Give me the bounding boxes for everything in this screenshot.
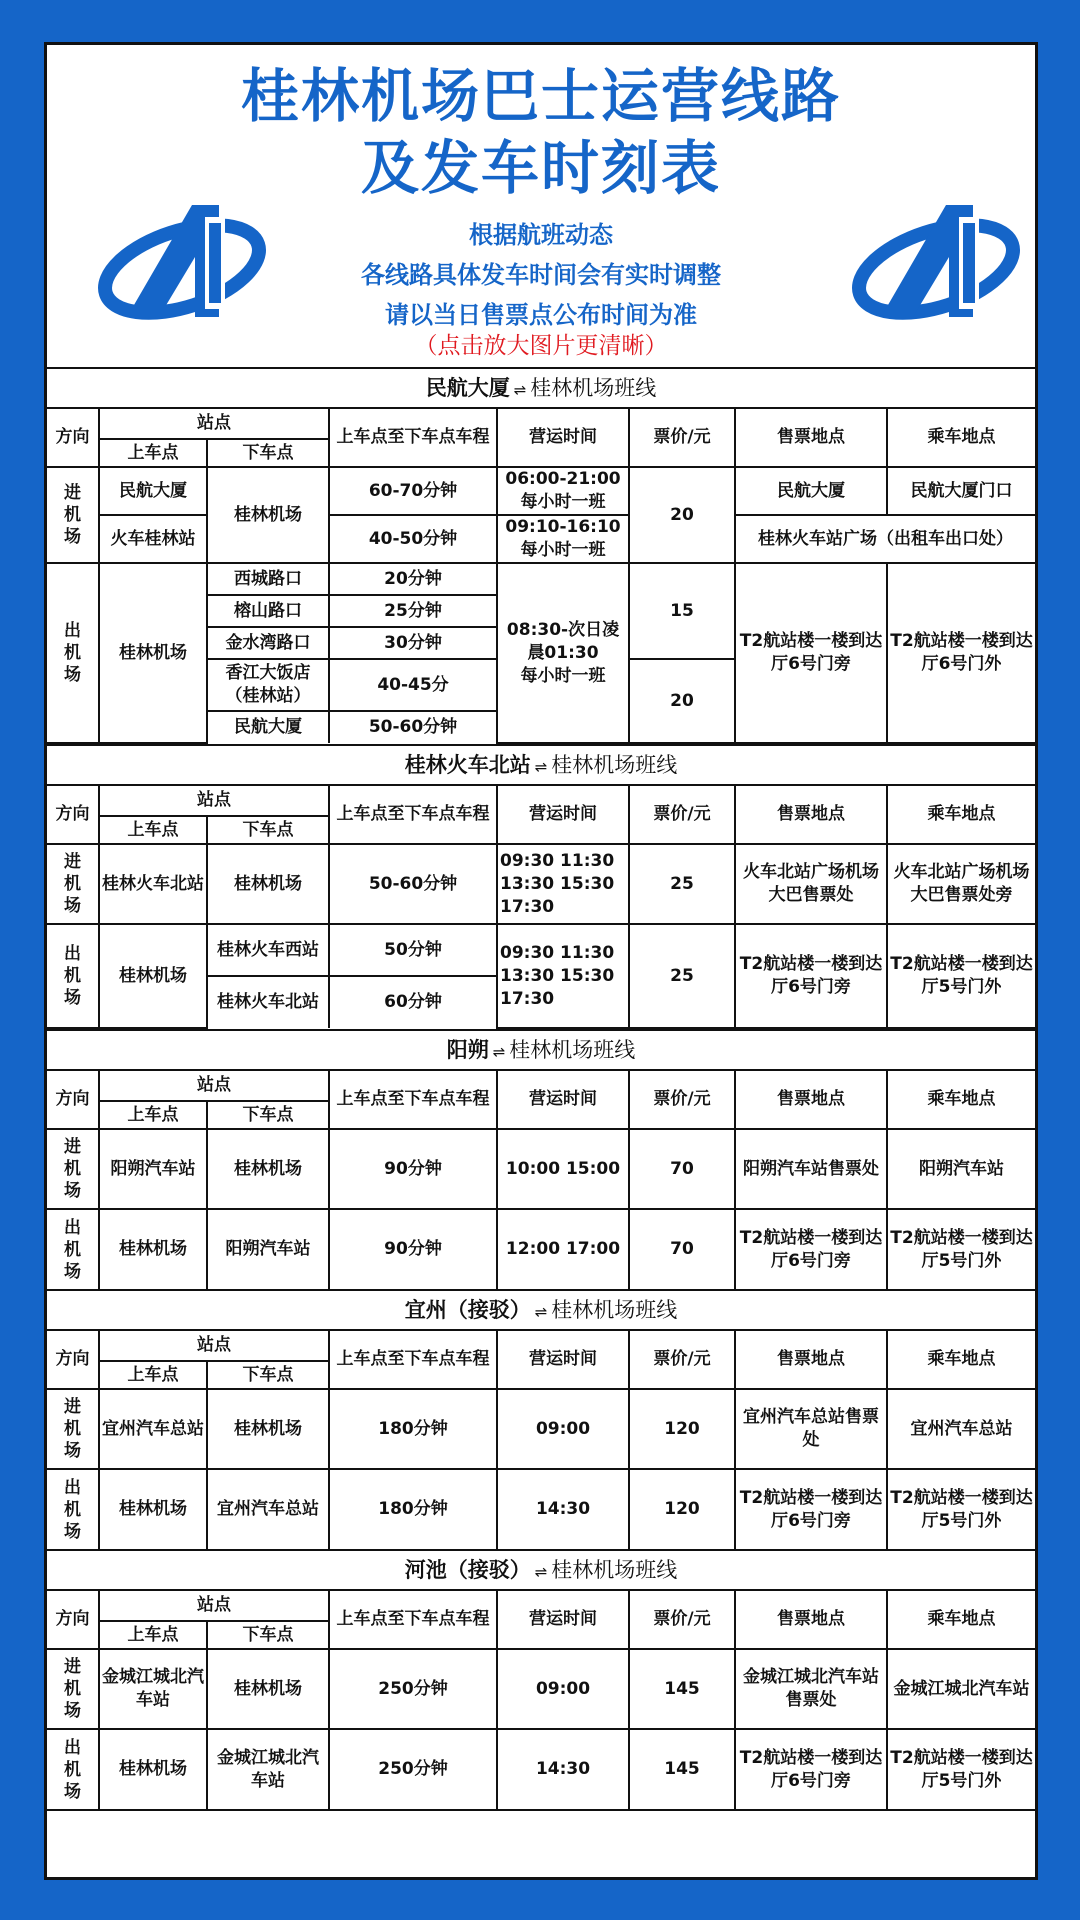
- col-ticket: 售票地点: [735, 1071, 887, 1129]
- zoom-note: （点击放大图片更清晰）: [414, 333, 668, 359]
- col-fare: 票价/元: [629, 1331, 735, 1389]
- table-cell: 阳朔汽车站售票处: [735, 1129, 887, 1209]
- table-cell: 金城江城北汽车站售票处: [735, 1649, 887, 1729]
- table-cell: 桂林火车站广场（出租车出口处）: [735, 515, 1035, 563]
- col-pickup: 乘车地点: [887, 1071, 1035, 1129]
- col-board: 上车点: [99, 1621, 207, 1649]
- table-cell: 08:30-次日凌晨01:30 每小时一班: [497, 563, 629, 743]
- table-cell: 桂林机场: [207, 467, 329, 563]
- two-way-arrow-icon: ⇌: [534, 758, 548, 776]
- table-cell: 榕山路口: [207, 595, 329, 627]
- table-cell: 180分钟: [329, 1389, 497, 1469]
- col-hours: 营运时间: [497, 1591, 629, 1649]
- route-title: [47, 1031, 1035, 1071]
- fare: 145: [629, 1649, 735, 1729]
- table-cell: 90分钟: [329, 1209, 497, 1289]
- table-cell: 宜州汽车总站: [887, 1389, 1035, 1469]
- col-board: 上车点: [99, 1101, 207, 1129]
- table-cell: 阳朔汽车站: [99, 1129, 207, 1209]
- table-cell: 金城江城北汽车站: [99, 1649, 207, 1729]
- table-cell: 桂林机场: [99, 924, 207, 1028]
- col-fare: 票价/元: [629, 409, 735, 467]
- two-way-arrow-icon: ⇌: [513, 381, 527, 399]
- direction-out: 出 机 场: [47, 1729, 99, 1809]
- table-cell: 12:00 17:00: [497, 1209, 629, 1289]
- direction-out: 出 机 场: [47, 1469, 99, 1549]
- table-cell: 金城江城北汽车站: [887, 1649, 1035, 1729]
- fare: 120: [629, 1389, 735, 1469]
- two-way-arrow-icon: ⇌: [534, 1563, 548, 1581]
- table-cell: 桂林机场: [207, 844, 329, 924]
- table-cell: T2航站楼一楼到达厅5号门外: [887, 1469, 1035, 1549]
- col-pickup: 乘车地点: [887, 1591, 1035, 1649]
- table-cell: 香江大饭店 （桂林站）: [207, 659, 329, 711]
- table-cell: 50-60分钟: [329, 711, 497, 743]
- table-cell: 桂林机场: [99, 1209, 207, 1289]
- table-cell: T2航站楼一楼到达厅6号门旁: [735, 1729, 887, 1809]
- direction-in: 进 机 场: [47, 1129, 99, 1209]
- col-duration: 上车点至下车点车程: [329, 1591, 497, 1649]
- table-cell: 250分钟: [329, 1649, 497, 1729]
- col-board: 上车点: [99, 816, 207, 844]
- direction-out: 出 机 场: [47, 1209, 99, 1289]
- route-suffix: 桂林机场班线: [509, 1038, 636, 1062]
- route-section: [47, 746, 1035, 1031]
- table-cell: 14:30: [497, 1729, 629, 1809]
- table-cell: 50分钟: [329, 924, 497, 976]
- col-fare: 票价/元: [629, 1071, 735, 1129]
- route-section: [47, 1551, 1035, 1811]
- table-cell: 民航大厦: [99, 467, 207, 515]
- table-cell: 桂林机场: [99, 1729, 207, 1809]
- page-title-line2: 及发车时刻表: [360, 134, 721, 202]
- table-cell: 火车北站广场机场大巴售票处: [735, 844, 887, 924]
- fare: 145: [629, 1729, 735, 1809]
- timetable-poster: [44, 42, 1038, 1880]
- col-fare: 票价/元: [629, 786, 735, 844]
- table-cell: 10:00 15:00: [497, 1129, 629, 1209]
- route-name: 桂林火车北站: [404, 753, 531, 777]
- col-ticket: 售票地点: [735, 1331, 887, 1389]
- direction-out: 出 机 场: [47, 924, 99, 1028]
- table-cell: 宜州汽车总站: [99, 1389, 207, 1469]
- subtitle-line3: 请以当日售票点公布时间为准: [385, 301, 697, 329]
- col-hours: 营运时间: [497, 1331, 629, 1389]
- route-suffix: 桂林机场班线: [551, 1298, 678, 1322]
- col-board: 上车点: [99, 1361, 207, 1389]
- route-title: [47, 1291, 1035, 1331]
- table-cell: 桂林火车北站: [207, 976, 329, 1028]
- fare: 20: [629, 467, 735, 563]
- table-cell: 09:30 11:30 13:30 15:30 17:30: [497, 844, 629, 924]
- table-cell: 09:00: [497, 1389, 629, 1469]
- table-cell: 60分钟: [329, 976, 497, 1028]
- col-station: 站点: [99, 1591, 329, 1621]
- col-alight: 下车点: [207, 1361, 329, 1389]
- table-cell: 桂林机场: [99, 1469, 207, 1549]
- col-direction: 方向: [47, 409, 99, 467]
- table-cell: 桂林火车北站: [99, 844, 207, 924]
- table-cell: T2航站楼一楼到达厅5号门外: [887, 924, 1035, 1028]
- col-station: 站点: [99, 1331, 329, 1361]
- table-cell: 50-60分钟: [329, 844, 497, 924]
- route-name: 阳朔: [446, 1038, 489, 1062]
- col-duration: 上车点至下车点车程: [329, 1331, 497, 1389]
- two-way-arrow-icon: ⇌: [492, 1043, 506, 1061]
- table-cell: T2航站楼一楼到达厅5号门外: [887, 1209, 1035, 1289]
- table-cell: 金城江城北汽车站: [207, 1729, 329, 1809]
- col-hours: 营运时间: [497, 786, 629, 844]
- table-cell: T2航站楼一楼到达厅6号门旁: [735, 563, 887, 743]
- table-cell: 20分钟: [329, 563, 497, 595]
- table-cell: 40-50分钟: [329, 515, 497, 563]
- table-cell: 桂林机场: [99, 563, 207, 743]
- table-cell: 250分钟: [329, 1729, 497, 1809]
- route-title: [47, 369, 1035, 409]
- table-cell: 09:10-16:10 每小时一班: [497, 515, 629, 563]
- col-ticket: 售票地点: [735, 409, 887, 467]
- col-hours: 营运时间: [497, 409, 629, 467]
- table-cell: 宜州汽车总站售票处: [735, 1389, 887, 1469]
- table-cell: 60-70分钟: [329, 467, 497, 515]
- poster-header: [47, 45, 1035, 369]
- route-title: [47, 746, 1035, 786]
- route-suffix: 桂林机场班线: [551, 753, 678, 777]
- route-name: 河池（接驳）: [404, 1558, 531, 1582]
- col-station: 站点: [99, 1071, 329, 1101]
- col-duration: 上车点至下车点车程: [329, 786, 497, 844]
- route-name: 宜州（接驳）: [404, 1298, 531, 1322]
- col-pickup: 乘车地点: [887, 786, 1035, 844]
- col-direction: 方向: [47, 1331, 99, 1389]
- table-cell: 09:00: [497, 1649, 629, 1729]
- fare: 25: [629, 844, 735, 924]
- col-ticket: 售票地点: [735, 1591, 887, 1649]
- table-cell: 桂林机场: [207, 1649, 329, 1729]
- table-cell: 火车北站广场机场大巴售票处旁: [887, 844, 1035, 924]
- fare: 20: [629, 659, 735, 743]
- table-cell: 民航大厦: [207, 711, 329, 743]
- direction-in: 进 机 场: [47, 844, 99, 924]
- subtitle-line2: 各线路具体发车时间会有实时调整: [361, 261, 721, 289]
- table-cell: 25分钟: [329, 595, 497, 627]
- route-suffix: 桂林机场班线: [530, 376, 657, 400]
- two-way-arrow-icon: ⇌: [534, 1303, 548, 1321]
- fare: 70: [629, 1209, 735, 1289]
- col-station: 站点: [99, 409, 329, 439]
- col-hours: 营运时间: [497, 1071, 629, 1129]
- col-ticket: 售票地点: [735, 786, 887, 844]
- fare: 70: [629, 1129, 735, 1209]
- table-cell: 火车桂林站: [99, 515, 207, 563]
- col-direction: 方向: [47, 1591, 99, 1649]
- table-cell: 民航大厦: [735, 467, 887, 515]
- table-cell: 06:00-21:00 每小时一班: [497, 467, 629, 515]
- table-cell: 桂林火车西站: [207, 924, 329, 976]
- fare: 25: [629, 924, 735, 1028]
- table-cell: 桂林机场: [207, 1129, 329, 1209]
- route-name: 民航大厦: [425, 376, 510, 400]
- table-cell: 90分钟: [329, 1129, 497, 1209]
- direction-in: 进 机 场: [47, 1649, 99, 1729]
- col-alight: 下车点: [207, 1101, 329, 1129]
- table-cell: 180分钟: [329, 1469, 497, 1549]
- route-section: [47, 1031, 1035, 1291]
- table-cell: 40-45分: [329, 659, 497, 711]
- table-cell: T2航站楼一楼到达厅5号门外: [887, 1729, 1035, 1809]
- fare: 15: [629, 563, 735, 659]
- direction-out: 出 机 场: [47, 563, 99, 743]
- col-alight: 下车点: [207, 816, 329, 844]
- table-cell: 阳朔汽车站: [207, 1209, 329, 1289]
- table-cell: T2航站楼一楼到达厅6号门旁: [735, 1469, 887, 1549]
- table-cell: T2航站楼一楼到达厅6号门外: [887, 563, 1035, 743]
- col-alight: 下车点: [207, 1621, 329, 1649]
- col-station: 站点: [99, 786, 329, 816]
- table-cell: 桂林机场: [207, 1389, 329, 1469]
- route-title: [47, 1551, 1035, 1591]
- fare: 120: [629, 1469, 735, 1549]
- table-cell: T2航站楼一楼到达厅6号门旁: [735, 924, 887, 1028]
- col-alight: 下车点: [207, 439, 329, 467]
- direction-in: 进 机 场: [47, 1389, 99, 1469]
- direction-in: 进 机 场: [47, 467, 99, 563]
- table-cell: 民航大厦门口: [887, 467, 1035, 515]
- route-section: [47, 369, 1035, 746]
- table-cell: T2航站楼一楼到达厅6号门旁: [735, 1209, 887, 1289]
- page-title: 桂林机场巴士运营线路: [240, 62, 841, 130]
- col-duration: 上车点至下车点车程: [329, 1071, 497, 1129]
- table-cell: 09:30 11:30 13:30 15:30 17:30: [497, 924, 629, 1028]
- col-pickup: 乘车地点: [887, 1331, 1035, 1389]
- col-duration: 上车点至下车点车程: [329, 409, 497, 467]
- route-suffix: 桂林机场班线: [551, 1558, 678, 1582]
- routes-container: [47, 369, 1035, 1811]
- table-cell: 宜州汽车总站: [207, 1469, 329, 1549]
- col-board: 上车点: [99, 439, 207, 467]
- subtitle-line1: 根据航班动态: [469, 221, 613, 249]
- table-cell: 阳朔汽车站: [887, 1129, 1035, 1209]
- table-cell: 金水湾路口: [207, 627, 329, 659]
- col-direction: 方向: [47, 786, 99, 844]
- route-section: [47, 1291, 1035, 1551]
- col-fare: 票价/元: [629, 1591, 735, 1649]
- table-cell: 30分钟: [329, 627, 497, 659]
- col-pickup: 乘车地点: [887, 409, 1035, 467]
- table-cell: 西城路口: [207, 563, 329, 595]
- col-direction: 方向: [47, 1071, 99, 1129]
- table-cell: 14:30: [497, 1469, 629, 1549]
